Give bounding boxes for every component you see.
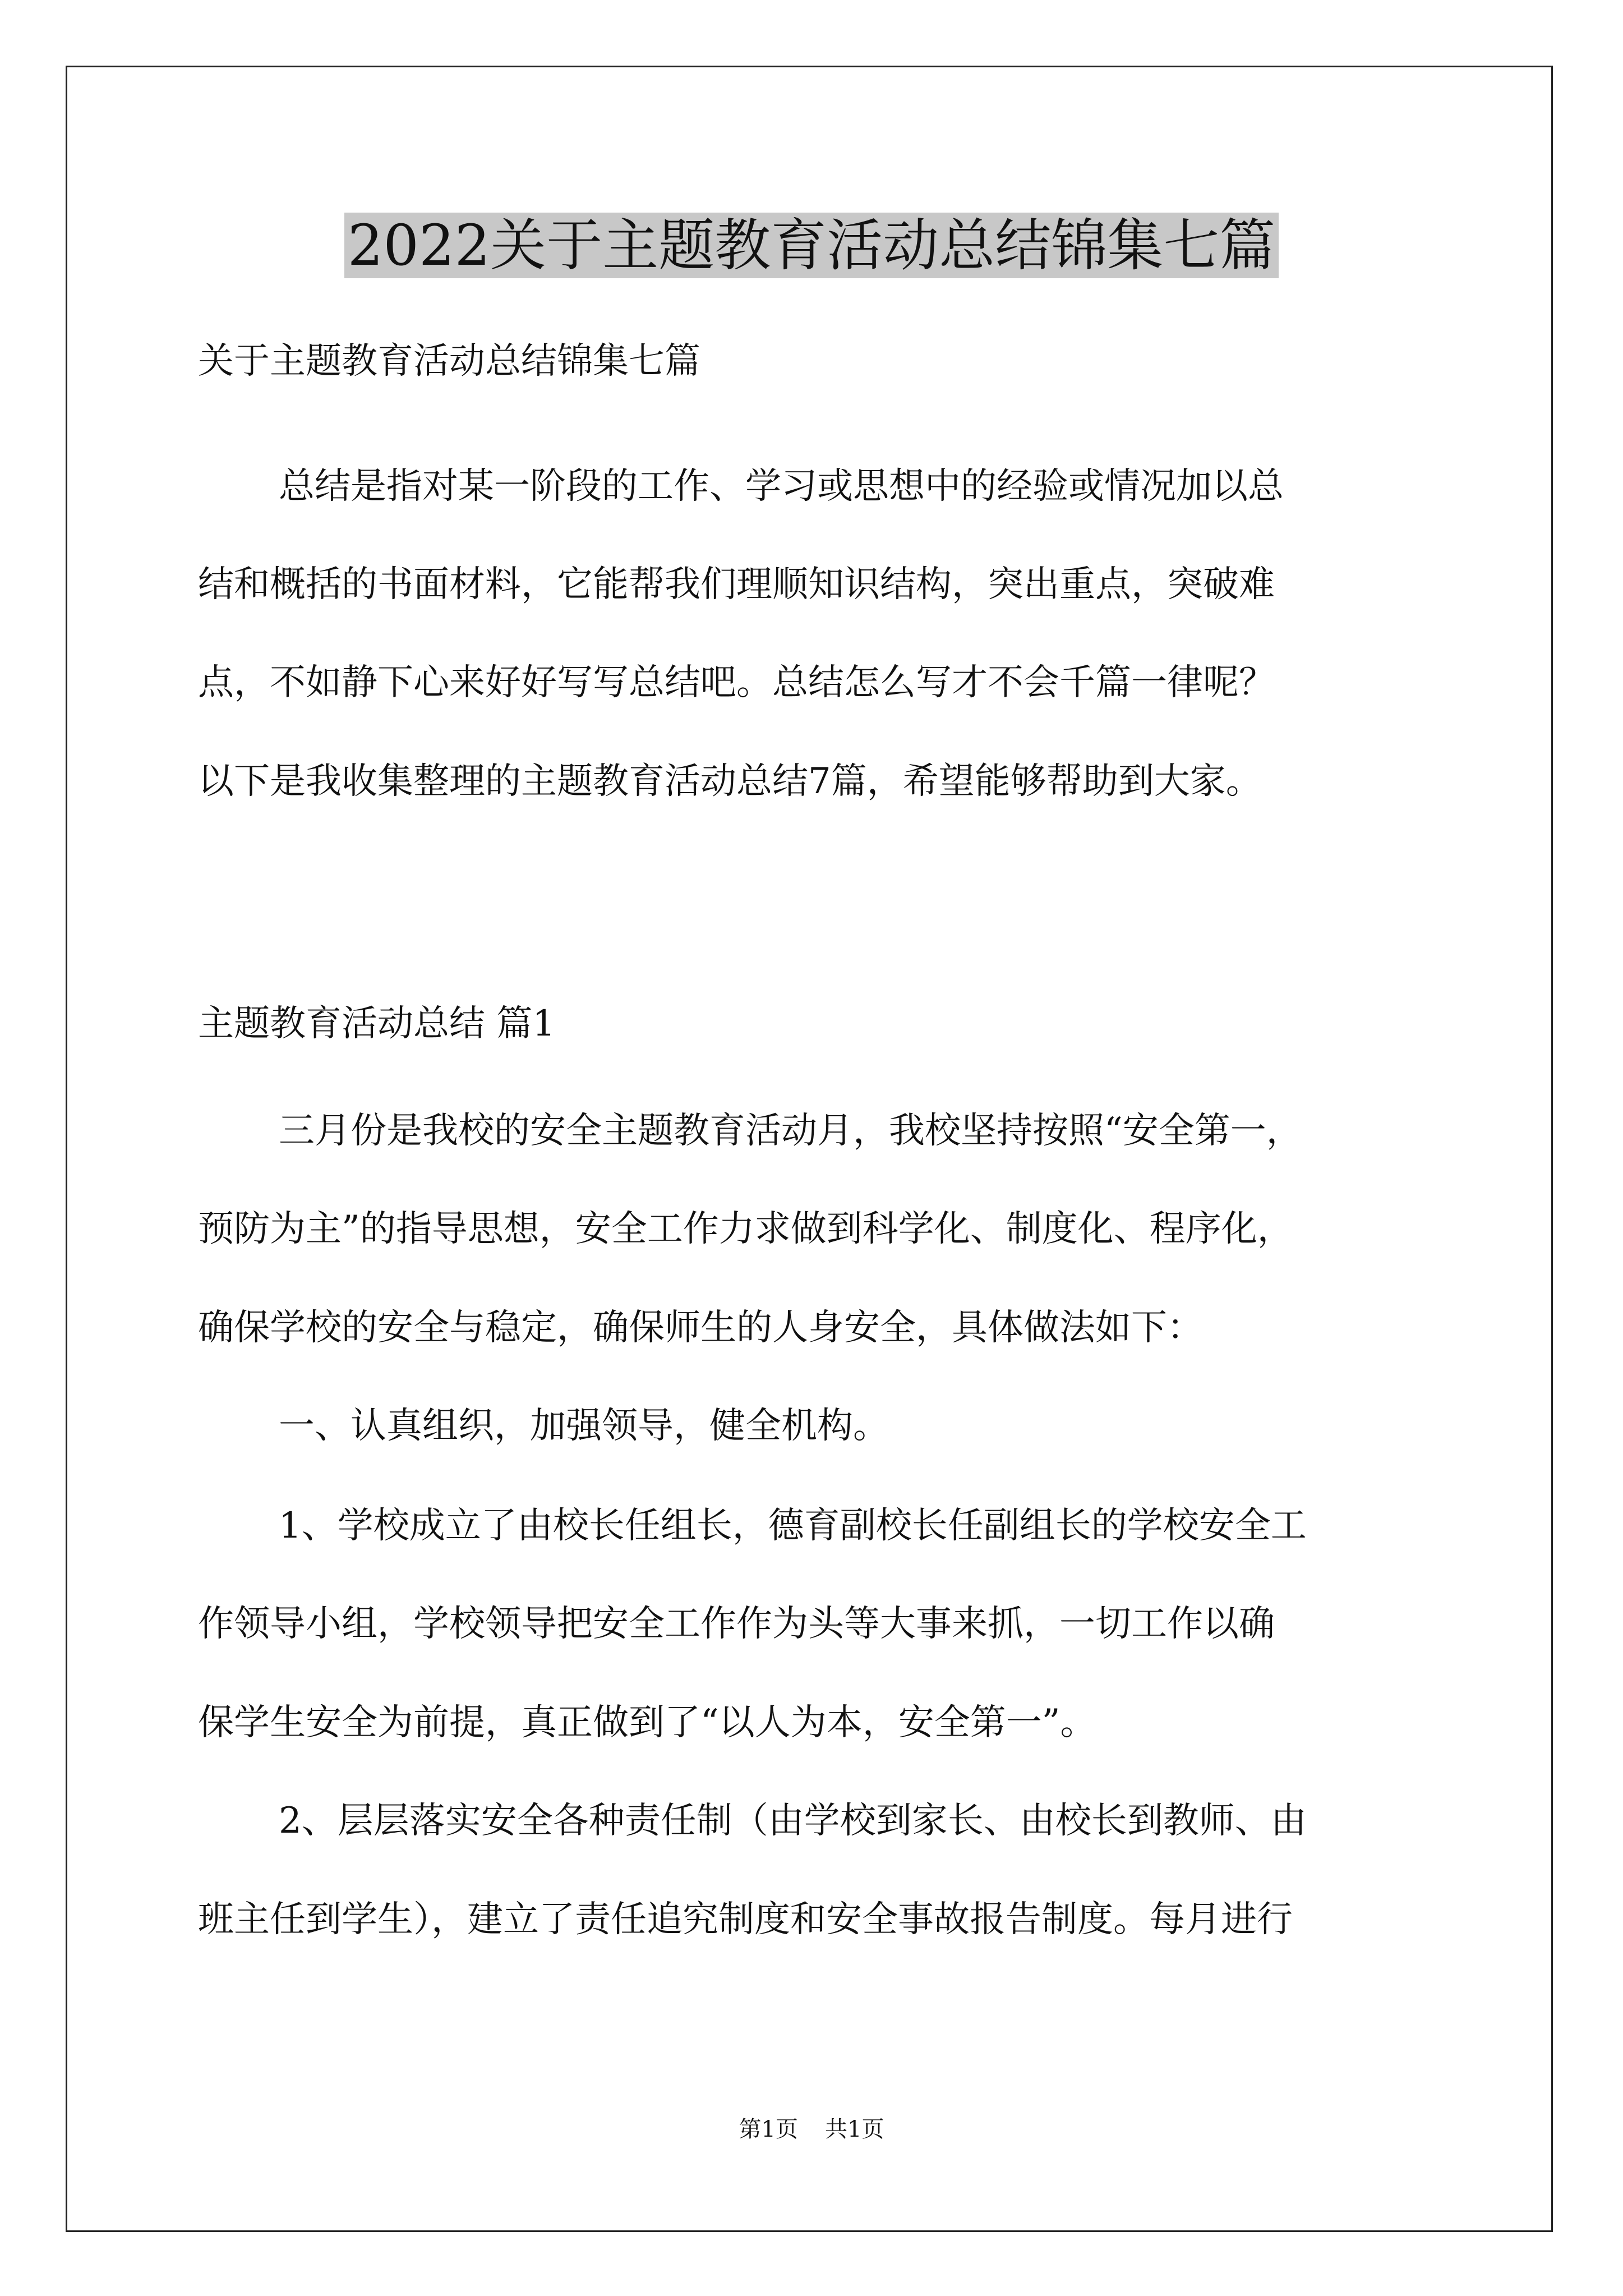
- body-line-3: 确保学校的安全与稳定，确保师生的人身安全，具体做法如下：: [198, 1307, 1203, 1349]
- body-line-8: 2、层层落实安全各种责任制（由学校到家长、由校长到教师、由: [279, 1800, 1307, 1842]
- page-total: 共1页: [825, 2116, 884, 2142]
- body-line-7: 保学生安全为前提，真正做到了“以人为本，安全第一”。: [198, 1702, 1096, 1743]
- page-current: 第1页: [739, 2116, 798, 2142]
- document-title: [0, 206, 1623, 285]
- document-title-text: 2022关于主题教育活动总结锦集七篇: [344, 213, 1279, 278]
- section-heading: 主题教育活动总结 篇1: [198, 1003, 556, 1045]
- body-line-1: 三月份是我校的安全主题教育活动月，我校坚持按照“安全第一，: [279, 1110, 1302, 1152]
- body-line-2: 预防为主”的指导思想，安全工作力求做到科学化、制度化、程序化，: [198, 1208, 1293, 1250]
- intro-line-4: 以下是我收集整理的主题教育活动总结7篇，希望能够帮助到大家。: [198, 761, 1262, 802]
- intro-line-1: 总结是指对某一阶段的工作、学习或思想中的经验或情况加以总: [279, 466, 1284, 507]
- body-line-6: 作领导小组，学校领导把安全工作作为头等大事来抓，一切工作以确: [198, 1603, 1275, 1645]
- body-line-5: 1、学校成立了由校长任组长，德育副校长任副组长的学校安全工: [279, 1505, 1307, 1547]
- body-line-9: 班主任到学生），建立了责任追究制度和安全事故报告制度。每月进行: [198, 1899, 1293, 1940]
- intro-line-2: 结和概括的书面材料，它能帮我们理顺知识结构，突出重点，突破难: [198, 564, 1275, 605]
- body-line-4: 一、认真组织，加强领导，健全机构。: [279, 1405, 889, 1447]
- document-subtitle: 关于主题教育活动总结锦集七篇: [198, 341, 700, 382]
- intro-line-3: 点，不如静下心来好好写写总结吧。总结怎么写才不会千篇一律呢？: [198, 662, 1275, 703]
- page-footer: [0, 2114, 1623, 2145]
